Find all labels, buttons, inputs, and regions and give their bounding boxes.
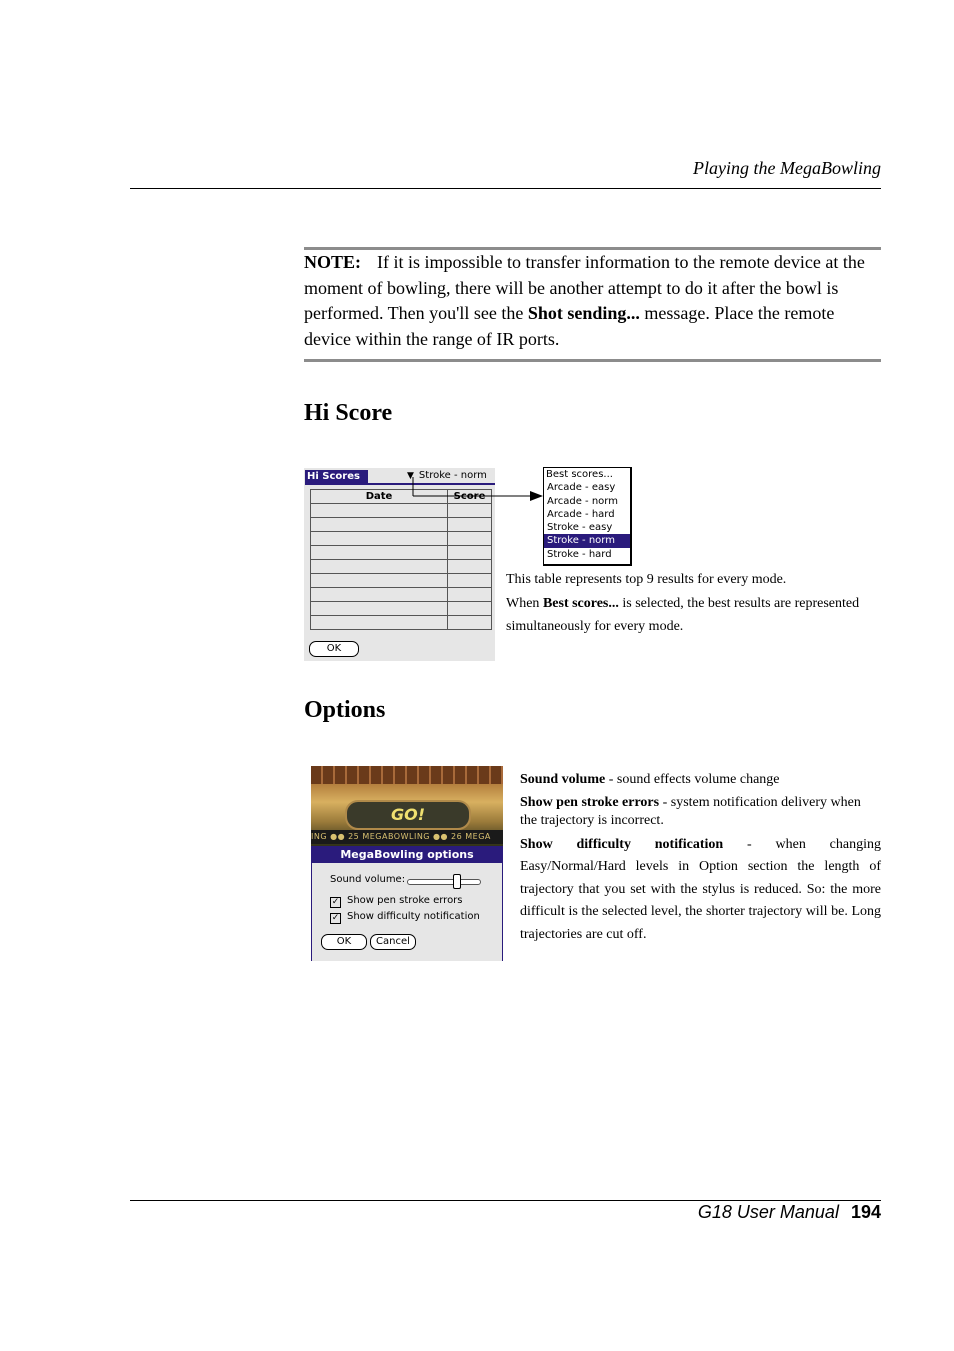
date-cell: [311, 588, 448, 602]
note-label: NOTE:: [304, 252, 362, 272]
hi-score-caption-1: This table represents top 9 results for every mode.: [506, 572, 787, 587]
note-bold-term: Shot sending...: [527, 303, 640, 324]
table-row: [311, 602, 492, 616]
hi-score-heading: Hi Score: [304, 400, 393, 426]
col-header-date: Date: [311, 490, 448, 504]
table-row: [311, 532, 492, 546]
tile-pattern: [311, 766, 503, 784]
option-term: Show difficulty notification: [520, 836, 724, 852]
mode-trigger-label: Stroke - norm: [418, 470, 487, 481]
popup-item[interactable]: Arcade - norm: [547, 495, 618, 507]
footer-title: G18 User Manual: [697, 1202, 839, 1222]
popup-item[interactable]: Best scores...: [546, 469, 613, 480]
hi-scores-title: Hi Scores: [305, 470, 368, 484]
dropdown-triangle-icon: ▼: [407, 471, 414, 481]
options-heading: Options: [304, 697, 386, 723]
date-cell: [311, 532, 448, 546]
table-row: [311, 546, 492, 560]
slider-track: [407, 879, 481, 885]
score-cell: [448, 518, 492, 532]
checkbox-checked-icon[interactable]: ✓: [331, 913, 340, 923]
checkbox-checked-icon[interactable]: ✓: [331, 897, 340, 907]
score-cell: [448, 546, 492, 560]
table-row: [311, 588, 492, 602]
date-cell: [311, 616, 448, 630]
date-cell: [311, 518, 448, 532]
note: [304, 250, 876, 352]
option-text: - when changing Easy/Normal/Hard levels in Option section the length of trajectory that you set with the stylus is reduced. So: the more difficult is the selected level, the shorter trajectory will be. Long trajectories are cut off.: [520, 836, 881, 942]
score-cell: [448, 616, 492, 630]
sound-volume-label: Sound volume:: [330, 874, 406, 885]
footer-rule: [130, 1200, 881, 1201]
table-row: [311, 504, 492, 518]
note-bottom-rule: [304, 359, 881, 362]
table-row: [311, 518, 492, 532]
options-screenshot: [311, 766, 503, 961]
pen-stroke-errors-option[interactable]: [330, 895, 463, 908]
score-cell: [448, 560, 492, 574]
score-cell: [448, 504, 492, 518]
mode-popup-list: [543, 467, 632, 566]
popup-item[interactable]: Stroke - norm: [544, 534, 630, 547]
option-description: [520, 794, 881, 830]
go-banner: GO!: [345, 800, 471, 830]
ok-button[interactable]: OK: [321, 934, 367, 950]
col-header-score: Score: [448, 490, 492, 504]
pen-stroke-errors-label: Show pen stroke errors: [347, 895, 463, 906]
game-background: [311, 766, 503, 846]
note-text-after: message. Place the remote device within the range of IR ports.: [304, 303, 835, 349]
popup-item[interactable]: Stroke - hard: [547, 548, 612, 560]
options-dialog-title: MegaBowling options: [312, 847, 502, 863]
option-term: Sound volume: [520, 772, 606, 787]
date-cell: [311, 574, 448, 588]
table-row: [311, 560, 492, 574]
score-cell: [448, 602, 492, 616]
footer: [560, 1202, 881, 1223]
score-strip: ING ●● 25 MEGABOWLING ●● 26 MEGA: [311, 830, 503, 844]
hi-score-caption-2: [506, 593, 881, 638]
caption-2-after: is selected, the best results are represented simultaneously for every mode.: [506, 596, 860, 634]
popup-item[interactable]: Arcade - easy: [547, 482, 616, 494]
options-dialog: [311, 846, 503, 961]
option-text: - system notification delivery when the trajectory is incorrect.: [520, 794, 861, 828]
option-description: [520, 769, 881, 792]
ok-button[interactable]: OK: [309, 641, 359, 657]
date-cell: [311, 546, 448, 560]
cancel-button[interactable]: Cancel: [370, 934, 416, 950]
popup-connector-arrow: [412, 477, 547, 503]
caption-2-before: When: [506, 596, 543, 611]
header-rule: [130, 188, 881, 189]
score-cell: [448, 532, 492, 546]
popup-item[interactable]: Arcade - hard: [547, 508, 615, 520]
option-text: - sound effects volume change: [605, 772, 780, 787]
hi-scores-table: [310, 489, 492, 630]
popup-item[interactable]: Stroke - easy: [547, 522, 613, 534]
table-row: [311, 616, 492, 630]
date-cell: [311, 560, 448, 574]
date-cell: [311, 602, 448, 616]
option-description: [520, 834, 881, 947]
sound-volume-slider[interactable]: [407, 876, 479, 886]
running-head: Playing the MegaBowling: [693, 158, 881, 178]
slider-knob[interactable]: [453, 874, 461, 889]
score-cell: [448, 574, 492, 588]
page-number: 194: [850, 1202, 881, 1222]
option-term: Show pen stroke errors: [520, 794, 660, 810]
difficulty-notification-option[interactable]: [330, 911, 480, 924]
score-cell: [448, 588, 492, 602]
difficulty-notification-label: Show difficulty notification: [347, 911, 480, 922]
options-descriptions: [520, 769, 881, 947]
note-text-before: If it is impossible to transfer information to the remote device at the moment of bowling, there will be another attempt to do it after the bowl is performed. Then you'll see the: [304, 252, 865, 324]
table-row: [311, 574, 492, 588]
date-cell: [311, 504, 448, 518]
caption-2-bold: Best scores...: [542, 596, 619, 611]
